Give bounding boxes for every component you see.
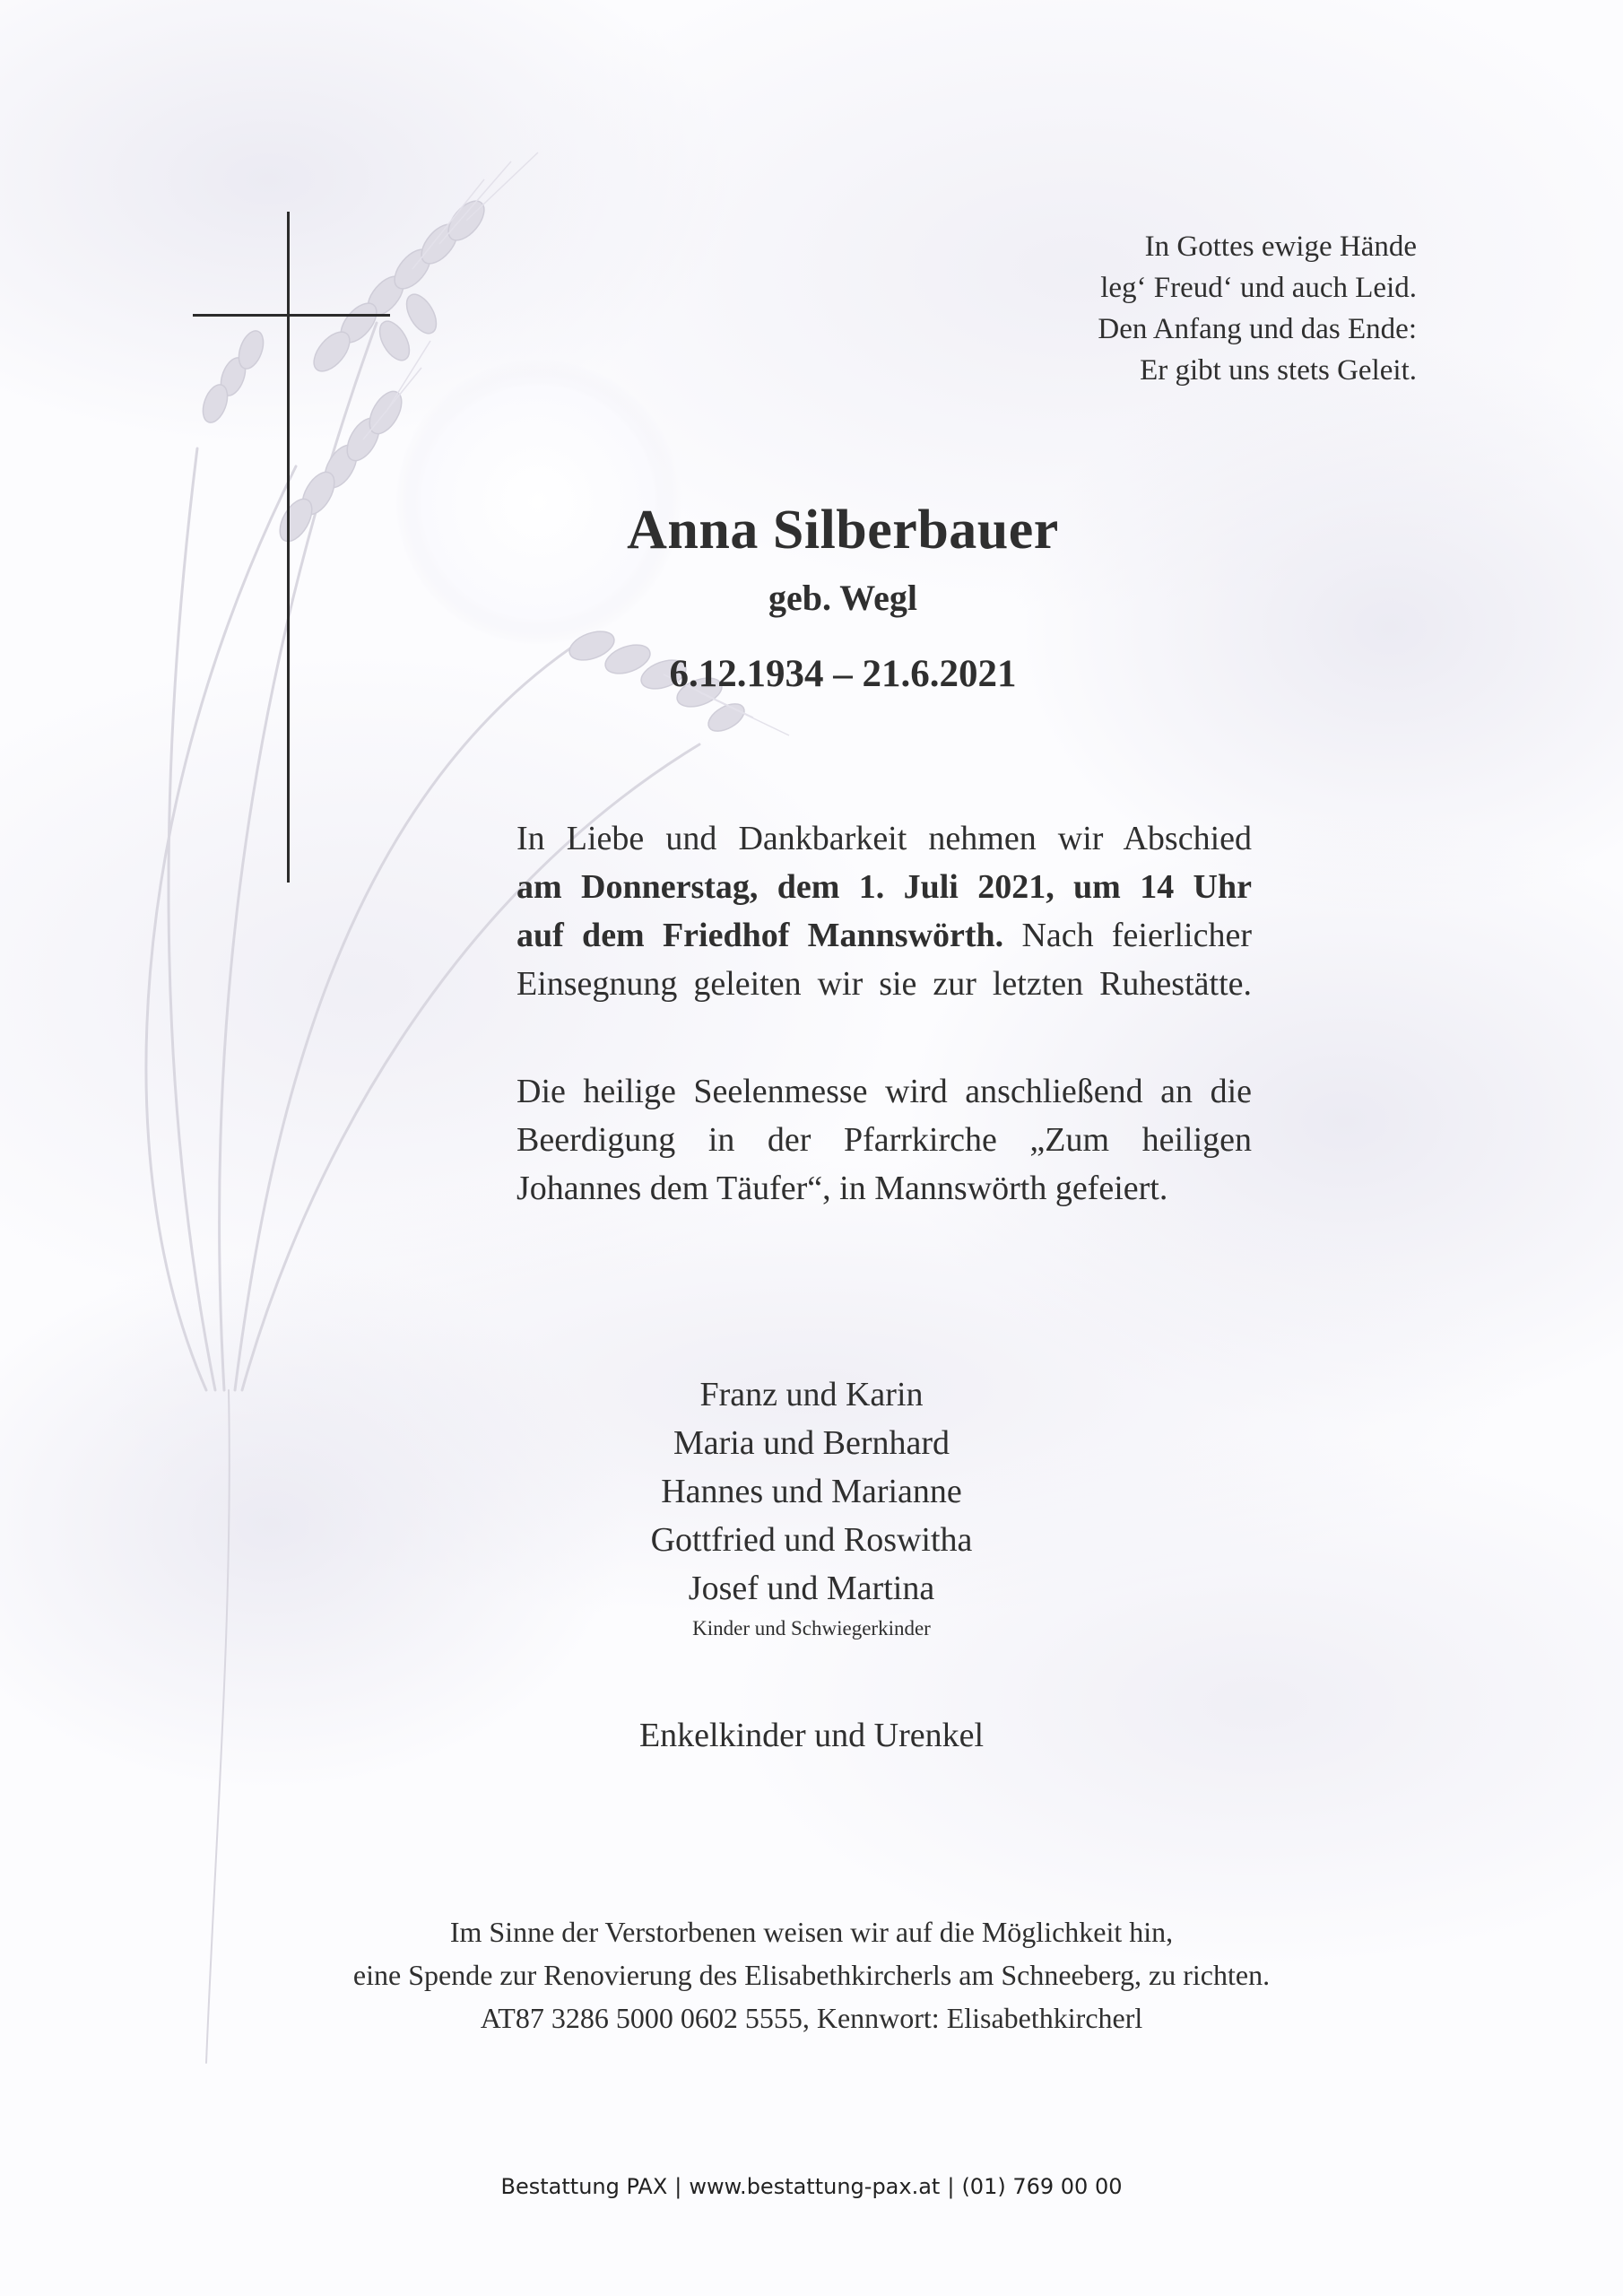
mourner-couple: Franz und Karin: [699, 1376, 924, 1413]
poem-line: In Gottes ewige Hände: [1144, 230, 1417, 263]
poem-line: Er gibt uns stets Geleit.: [1140, 354, 1417, 387]
donation-line: Im Sinne der Verstorbenen weisen wir auf die Möglichkeit hin,: [449, 1916, 1174, 1948]
maiden-name: geb. Wegl: [768, 578, 917, 618]
donation-line: eine Spende zur Renovierung des Elisabethkircherls am Schneeberg, zu richten.: [352, 1959, 1271, 1991]
funeral-home-footer: [318, 2169, 1305, 2205]
announcement-line: In Liebe und Dankbarkeit nehmen wir Abschied: [516, 820, 1252, 857]
announcement-date-line: am Donnerstag, dem 1. Juli 2021, um 14 Uhr: [516, 868, 1252, 906]
mourner-couple: Hannes und Marianne: [661, 1473, 962, 1510]
mourner-couple: Josef und Martina: [688, 1570, 935, 1607]
cemetery-location: auf dem Friedhof Mannswörth.: [516, 917, 1004, 954]
mourner-couple: Maria und Bernhard: [673, 1424, 950, 1462]
announcement-line: Einsegnung geleiten wir sie zur letzten Ruhestätte.: [516, 965, 1252, 1003]
cross-vertical-bar: [287, 212, 290, 883]
life-dates: 6.12.1934 – 21.6.2021: [669, 653, 1017, 695]
mass-line: Die heilige Seelenmesse wird anschließend an die: [516, 1073, 1252, 1110]
grandchildren-line: Enkelkinder und Urenkel: [638, 1717, 985, 1754]
mass-line: Johannes dem Täufer“, in Mannswörth gefeiert.: [516, 1170, 1168, 1207]
cross-horizontal-bar: [193, 314, 390, 317]
footer-separator: |: [674, 2174, 682, 2199]
mass-line: Beerdigung in der Pfarrkirche „Zum heiligen: [516, 1121, 1252, 1159]
funeral-home-phone: (01) 769 00 00: [961, 2174, 1123, 2199]
requiem-mass-notice: [516, 1067, 1252, 1213]
deceased-name: Anna Silberbauer: [627, 500, 1059, 561]
deceased-info: [498, 491, 1188, 701]
announcement-line-rest: Nach feierlicher: [1003, 917, 1252, 954]
mourners-list: [498, 1370, 1125, 1645]
bank-details: AT87 3286 5000 0602 5555, Kennwort: Elisabethkircherl: [480, 2002, 1143, 2034]
poem-line: leg‘ Freud‘ und auch Leid.: [1100, 272, 1417, 304]
donation-request: [224, 1910, 1399, 2039]
footer-separator: |: [947, 2174, 955, 2199]
funeral-announcement: [516, 814, 1252, 1008]
poem-verse: [968, 226, 1417, 391]
announcement-location-line: [516, 911, 1252, 960]
funeral-home-website: www.bestattung-pax.at: [689, 2174, 941, 2199]
relation-caption: Kinder und Schwiegerkinder: [692, 1617, 931, 1639]
mourner-couple: Gottfried und Roswitha: [650, 1521, 973, 1559]
poem-line: Den Anfang und das Ende:: [1098, 313, 1417, 345]
funeral-home-name: Bestattung PAX: [500, 2174, 668, 2199]
